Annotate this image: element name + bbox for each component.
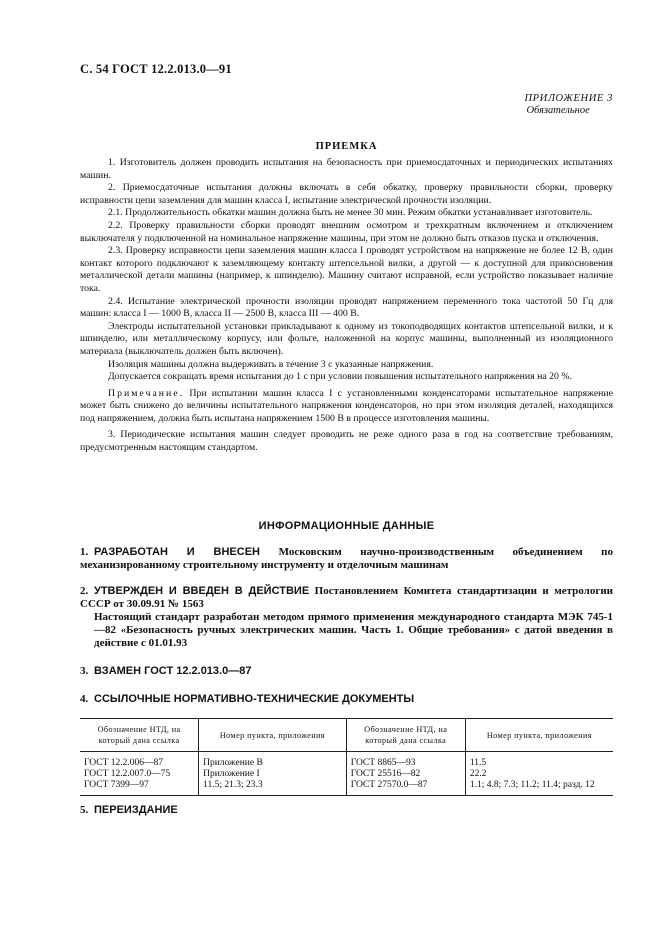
item-extra: Настоящий стандарт разработан методом прямого применения международного стандарта МЭК 745-1—82 «Безопасность ручных электрических машин. Часть 1. Общие требования» с датой введения в действие с 01.01.93 (94, 611, 613, 649)
cell-line: Приложение I (203, 769, 260, 779)
cell-line: ГОСТ 12.2.007.0—75 (84, 769, 171, 779)
cell-line: ГОСТ 12.2.006—87 (84, 758, 163, 768)
appendix-label (524, 93, 613, 117)
item-number: 1. (80, 546, 89, 558)
item-caps: ПЕРЕИЗДАНИЕ (94, 804, 178, 816)
table-cell (80, 752, 199, 796)
paragraph: 2.3. Проверку исправности цепи заземления машин класса I проводят устройством на напряжение не более 12 В, один контакт которого подключают к заземляющему контакту штепсельной вилки, а другой — к доступной для прикосновения металлической детали машины (например, к шпинделю). Машину считают исправной, если устройство показывает наличие тока. (80, 245, 613, 294)
note-text: При испытании машин класса I с установленными конденсаторами испытательное напряжение может быть снижено до величины испытательного напряжения конденсаторов, но при этом изоляция деталей, находящихся под напряжением, должна быть испытана напряжением 1500 В в процессе изготовления машины. (80, 387, 613, 424)
info-item-1 (80, 546, 613, 572)
info-item-3 (80, 665, 613, 678)
info-item-2 (80, 585, 613, 650)
cell-line: 22.2 (469, 769, 487, 779)
paragraph: 2.2. Проверку правильности сборки проводят внешним осмотром и трехкратным включением и отключением выключателя у подключенной на номинальное напряжение машины, при этом не должно быть отказов пуска и отключения. (80, 219, 613, 244)
paragraph: Изоляция машины должна выдерживать в течение 3 с указанные напряжения. (108, 358, 434, 370)
cell-line: ГОСТ 27570.0—87 (350, 780, 428, 790)
item-text: Постановлением Комитета стандартизации и метрологии СССР от 30.09.91 № 1563 (80, 585, 613, 610)
appendix-subtitle: Обязательное (526, 105, 590, 116)
item-text: Московским научно-производственным объединением по механизированному строительному инструменту и отделочным машинам (80, 546, 614, 571)
paragraph: 1. Изготовитель должен проводить испытания на безопасность при приемосдаточных и периодических испытаниях машин. (80, 157, 613, 181)
acceptance-body (80, 157, 613, 455)
cell-line: ГОСТ 25516—82 (350, 769, 421, 779)
column-header: Номер пункта, приложения (199, 719, 347, 752)
cell-line: 1.1; 4.8; 7.3; 11.2; 11.4; разд. 12 (469, 780, 595, 790)
paragraph: Электроды испытательной установки прикладывают к одному из токоподводящих контактов штепсельной вилки, и к шпинделю, или металлическому корпусу, или фольге, наложенной на корпус машины, выполненный из изоляционного материала (выключатель должен быть включен). (80, 320, 613, 357)
paragraph: Допускается сокращать время испытания до 1 с при условии повышения испытательного напряжения на 20 %. (108, 371, 572, 383)
note-paragraph (80, 388, 613, 426)
column-header: Номер пункта, приложения (465, 719, 613, 752)
cell-line: Приложение В (203, 758, 263, 768)
item-number: 4. (80, 693, 89, 705)
table-cell (199, 752, 347, 796)
table-header-row (80, 719, 613, 752)
item-caps: ВЗАМЕН ГОСТ 12.2.013.0—87 (94, 665, 252, 677)
item-caps: РАЗРАБОТАН И ВНЕСЕН (94, 546, 260, 558)
cell-line: ГОСТ 7399—97 (84, 780, 149, 790)
appendix-title: ПРИЛОЖЕНИЕ 3 (524, 93, 613, 104)
table-cell (465, 752, 613, 796)
column-header: Обозначение НТД, на который дана ссылка (80, 719, 199, 752)
info-item-4 (80, 693, 613, 706)
paragraph: 3. Периодические испытания машин следует проводить не реже одного раза в год на соответствие требованиям, предусмотренным настоящим стандартом. (80, 429, 613, 454)
item-number: 2. (80, 585, 89, 597)
item-caps: УТВЕРЖДЕН И ВВЕДЕН В ДЕЙСТВИЕ (94, 585, 310, 597)
cell-line: 11.5; 21.3; 23.3 (203, 780, 263, 790)
note-label: Примечание. (108, 387, 185, 399)
column-header: Обозначение НТД, на который дана ссылка (346, 719, 465, 752)
info-title: ИНФОРМАЦИОННЫЕ ДАННЫЕ (258, 520, 435, 532)
cell-line: 11.5 (469, 758, 487, 768)
info-item-5 (80, 804, 613, 817)
page-header: С. 54 ГОСТ 12.2.013.0—91 (80, 62, 232, 76)
paragraph: 2.1. Продолжительность обкатки машин должна быть не менее 30 мин. Режим обкатки устанавливает изготовитель. (108, 207, 593, 219)
table-row (80, 752, 613, 796)
references-table (80, 718, 613, 796)
item-number: 5. (80, 804, 89, 816)
cell-line: ГОСТ 8865—93 (350, 758, 416, 768)
table-cell (346, 752, 465, 796)
item-caps: ССЫЛОЧНЫЕ НОРМАТИВНО-ТЕХНИЧЕСКИЕ ДОКУМЕНТЫ (94, 693, 415, 705)
section-title: ПРИЕМКА (315, 141, 378, 152)
paragraph: 2. Приемосдаточные испытания должны включать в себя обкатку, проверку правильности сборки, проверку исправности цепи заземления для машин класса I, испытание электрической прочности изоляции. (80, 182, 613, 206)
item-number: 3. (80, 665, 89, 677)
paragraph: 2.4. Испытание электрической прочности изоляции проводят напряжением переменного тока частотой 50 Гц для машин: класса I — 1000 В, класса II — 2500 В, класса III — 400 В. (80, 295, 613, 320)
